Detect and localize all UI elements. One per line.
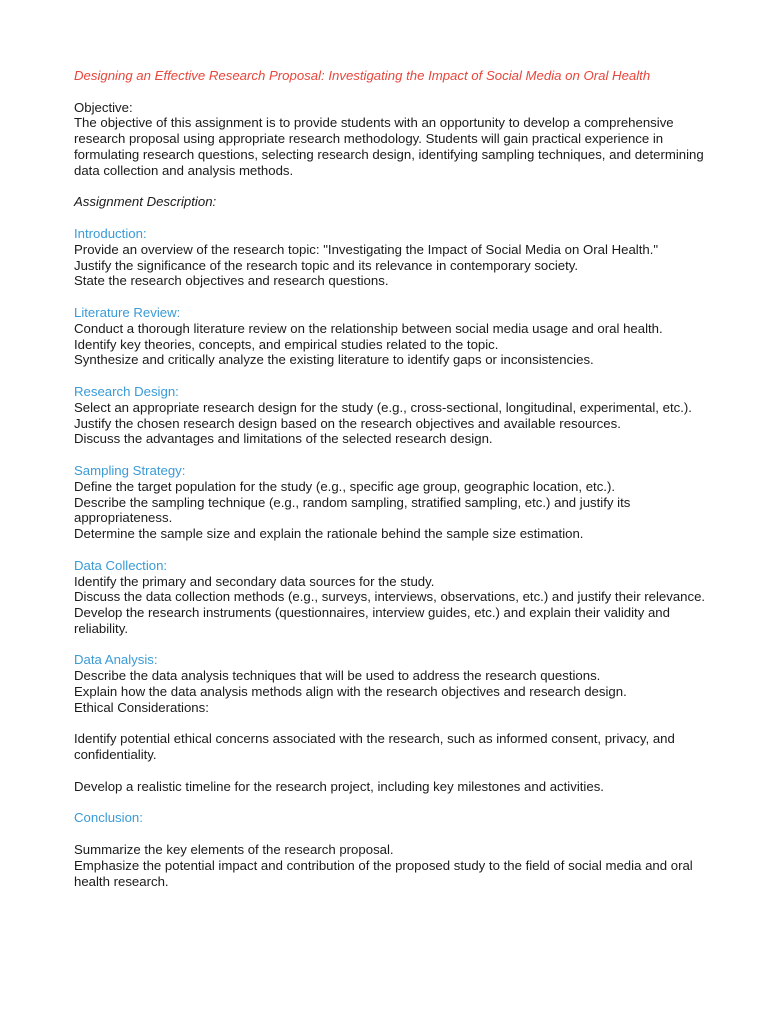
assignment-description-label: Assignment Description: — [74, 194, 217, 210]
introduction-heading: Introduction: — [74, 225, 147, 241]
data-analysis-line: Explain how the data analysis methods align with the research objectives and research design. — [74, 684, 627, 700]
ethical-considerations-label: Ethical Considerations: — [74, 699, 209, 715]
ethics-text: Identify potential ethical concerns associated with the research, such as informed consent, privacy, and confidentiality. — [74, 731, 675, 763]
introduction-line: Justify the significance of the research topic and its relevance in contemporary society. — [74, 257, 579, 273]
objective-label: Objective: — [74, 99, 133, 115]
data-collection-line: Discuss the data collection methods (e.g., surveys, interviews, observations, etc.) and justify their relevance. — [74, 589, 706, 605]
research-design-line: Select an appropriate research design for the study (e.g., cross-sectional, longitudinal, experimental, etc.). — [74, 399, 692, 415]
data-analysis-line: Describe the data analysis techniques that will be used to address the research questions. — [74, 668, 601, 684]
conclusion-line: Summarize the key elements of the research proposal. — [74, 842, 394, 858]
literature-review-line: Synthesize and critically analyze the existing literature to identify gaps or inconsistencies. — [74, 352, 594, 368]
conclusion-heading: Conclusion: — [74, 810, 143, 826]
document-page — [74, 68, 714, 889]
introduction-line: State the research objectives and research questions. — [74, 273, 389, 289]
data-collection-heading: Data Collection: — [74, 557, 168, 573]
data-collection-line: Identify the primary and secondary data sources for the study. — [74, 573, 435, 589]
introduction-line: Provide an overview of the research topic: "Investigating the Impact of Social Media on Oral Health." — [74, 241, 659, 257]
document-title: Designing an Effective Research Proposal: Investigating the Impact of Social Media on Oral Health — [74, 68, 651, 83]
data-analysis-heading: Data Analysis: — [74, 652, 158, 668]
literature-review-line: Identify key theories, concepts, and empirical studies related to the topic. — [74, 336, 499, 352]
sampling-strategy-line: Determine the sample size and explain the rationale behind the sample size estimation. — [74, 526, 584, 542]
sampling-strategy-line: Describe the sampling technique (e.g., random sampling, stratified sampling, etc.) and justify its appropriateness. — [74, 494, 631, 526]
conclusion-line: Emphasize the potential impact and contribution of the proposed study to the field of social media and oral health research. — [74, 857, 693, 889]
objective-text: The objective of this assignment is to provide students with an opportunity to develop a comprehensive research proposal using appropriate research methodology. Students will gain practical experience in formulating research questions, selecting research design, identifying sampling techniques, and determining data collection and analysis methods. — [74, 115, 704, 178]
research-design-line: Justify the chosen research design based on the research objectives and available resources. — [74, 415, 621, 431]
sampling-strategy-line: Define the target population for the study (e.g., specific age group, geographic location, etc.). — [74, 478, 616, 494]
sampling-strategy-heading: Sampling Strategy: — [74, 462, 186, 478]
research-design-line: Discuss the advantages and limitations of the selected research design. — [74, 431, 493, 447]
data-collection-line: Develop the research instruments (questionnaires, interview guides, etc.) and explain their validity and reliability. — [74, 605, 670, 636]
literature-review-line: Conduct a thorough literature review on the relationship between social media usage and oral health. — [74, 320, 663, 336]
literature-review-heading: Literature Review: — [74, 304, 181, 320]
research-design-heading: Research Design: — [74, 383, 179, 399]
timeline-text: Develop a realistic timeline for the research project, including key milestones and activities. — [74, 778, 604, 794]
